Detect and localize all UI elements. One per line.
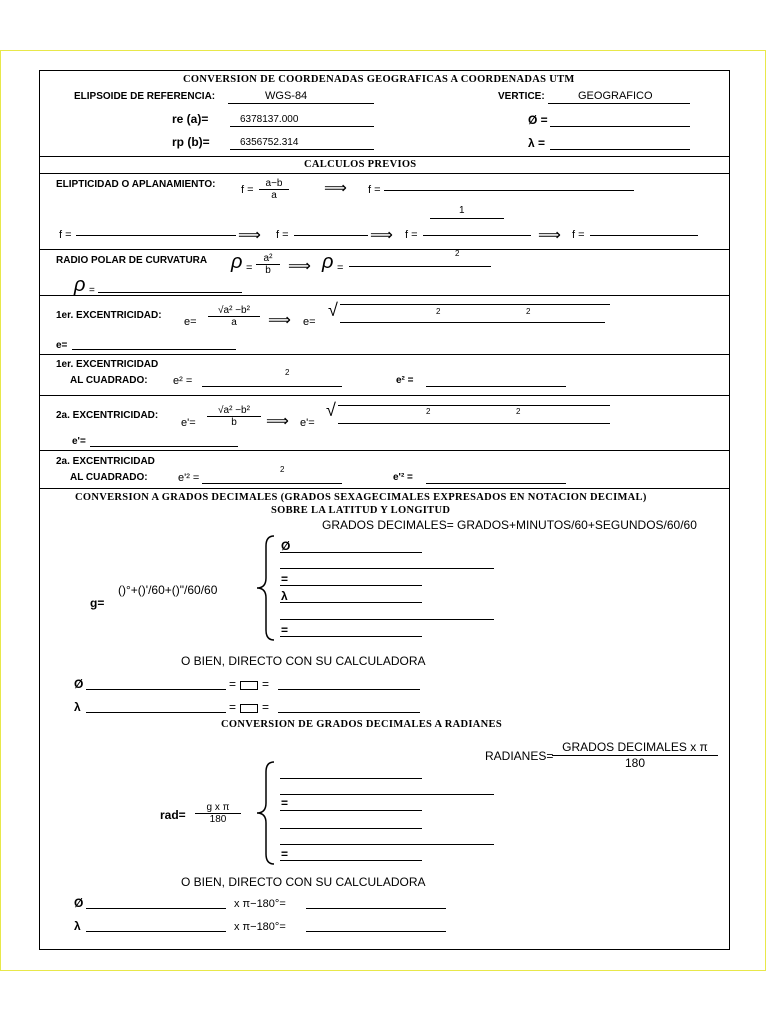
implies-arrow: ⟹ xyxy=(268,312,291,329)
separator xyxy=(39,156,730,157)
rad-lambda-line xyxy=(280,828,422,829)
left-brace-icon xyxy=(254,534,276,642)
f-fraction-den: a xyxy=(271,190,277,201)
g-lambda-line xyxy=(280,619,494,620)
rho-symbol: ρ xyxy=(74,274,86,296)
re-value[interactable]: 6378137.000 xyxy=(240,114,299,125)
square-sup: 2 xyxy=(516,407,521,416)
f-fraction xyxy=(259,178,289,201)
phi-label: Ø = xyxy=(528,113,548,127)
one-line xyxy=(430,218,504,219)
rad-phi-result-line xyxy=(280,810,422,811)
separator xyxy=(39,249,730,250)
separator xyxy=(39,295,730,296)
rho-eq: = xyxy=(337,262,344,274)
exc1-fraction-den: a xyxy=(231,317,237,328)
eq-symbol: = xyxy=(281,796,289,810)
square-sup: 2 xyxy=(285,368,290,377)
exc2-fraction-num: √a² −b² xyxy=(207,405,261,417)
phi-rad-result-line xyxy=(306,908,446,909)
section-title-decimales-1: CONVERSION A GRADOS DECIMALES (GRADOS SEXAGECIMALES EXPRESADOS EN NOTACION DECIMAL) xyxy=(75,492,647,503)
exc2-line xyxy=(338,423,610,424)
vertex-label: VERTICE: xyxy=(498,91,545,102)
exc1-line xyxy=(340,322,605,323)
sqrt-icon: √ xyxy=(328,300,338,320)
g-lambda-line xyxy=(280,602,422,603)
rho-eq: = xyxy=(89,285,95,296)
lambda-calc-result-line xyxy=(278,712,420,713)
square-sup: 2 xyxy=(280,465,285,474)
sqrt-bar xyxy=(338,405,610,406)
phi-symbol: Ø xyxy=(74,896,84,910)
phi-calc-line xyxy=(86,689,226,690)
rho-fraction xyxy=(256,253,280,276)
radianes-fraction xyxy=(552,740,718,771)
f-line xyxy=(590,235,698,236)
f-fraction-num: a−b xyxy=(259,178,289,190)
phi-line xyxy=(550,126,690,127)
ep2-line xyxy=(426,483,566,484)
re-line xyxy=(230,126,374,127)
phi-calc-result-line xyxy=(278,689,420,690)
separator xyxy=(39,450,730,451)
rho-line xyxy=(349,266,491,267)
g-phi-line xyxy=(280,568,494,569)
g-formula: ()°+()'/60+()"/60/60 xyxy=(118,583,218,597)
rho-fraction-num: a² xyxy=(256,253,280,265)
e2-eq: e² = xyxy=(396,375,414,386)
rad-lambda-line xyxy=(280,844,494,845)
exc1sq-label-1: 1er. EXCENTRICIDAD xyxy=(56,359,159,370)
rho-fraction-den: b xyxy=(265,265,271,276)
phi-symbol: Ø xyxy=(281,539,291,553)
rp-value[interactable]: 6356752.314 xyxy=(240,137,299,148)
g-lambda-result-line xyxy=(280,636,422,637)
ep-eq: e'= xyxy=(300,417,315,429)
eq-symbol: = xyxy=(281,572,289,586)
lambda-line xyxy=(550,149,690,150)
section-title-radianes: CONVERSION DE GRADOS DECIMALES A RADIANES xyxy=(221,719,502,730)
rho-symbol: ρ xyxy=(231,251,243,273)
radianes-fraction-num: GRADOS DECIMALES x π xyxy=(552,740,718,756)
vertex-value[interactable]: GEOGRAFICO xyxy=(578,90,653,102)
sqrt-bar xyxy=(340,304,610,305)
rp-label: rp (b)= xyxy=(172,135,210,149)
rad-lambda-result-line xyxy=(280,860,422,861)
f-eq: f = xyxy=(59,229,72,241)
e2-line xyxy=(426,386,566,387)
implies-arrow: ⟹ xyxy=(288,258,311,275)
exc2sq-label-1: 2a. EXCENTRICIDAD xyxy=(56,456,155,467)
lambda-rad-line xyxy=(86,931,226,932)
g-phi-line xyxy=(280,552,422,553)
f-eq: f = xyxy=(572,229,585,241)
g-phi-result-line xyxy=(280,585,422,586)
calculator-key-icon xyxy=(240,681,258,690)
exc2-label: 2a. EXCENTRICIDAD: xyxy=(56,410,159,421)
e2-eq: e² = xyxy=(173,375,193,387)
eq-symbol: = xyxy=(229,677,237,691)
exc2-fraction-den: b xyxy=(231,417,237,428)
g-label: g= xyxy=(90,596,105,610)
exc1-label: 1er. EXCENTRICIDAD: xyxy=(56,310,162,321)
section-title-decimales-2: SOBRE LA LATITUD Y LONGITUD xyxy=(271,505,451,516)
eq-symbol: = xyxy=(262,677,270,691)
square-sup: 2 xyxy=(526,307,531,316)
left-brace-icon xyxy=(254,760,276,866)
f-eq: f = xyxy=(368,184,381,196)
radianes-label: RADIANES= xyxy=(485,749,554,763)
f-line xyxy=(423,235,531,236)
e-eq: e= xyxy=(56,340,68,351)
ep2-line xyxy=(202,483,342,484)
times-pi-formula: x π−180°= xyxy=(234,898,286,910)
implies-arrow: ⟹ xyxy=(538,227,561,244)
square-sup: 2 xyxy=(455,249,460,258)
vertex-line xyxy=(548,103,690,104)
rho-line xyxy=(98,292,242,293)
rp-line xyxy=(230,149,374,150)
ep-eq: e'= xyxy=(72,436,86,447)
sqrt-icon: √ xyxy=(326,400,336,420)
ep2-eq: e'² = xyxy=(393,472,413,483)
e2-line xyxy=(202,386,342,387)
rad-label: rad= xyxy=(160,808,186,822)
ep2-eq: e'² = xyxy=(178,472,200,484)
one-label: 1 xyxy=(459,205,465,216)
lambda-symbol: λ xyxy=(74,919,81,933)
square-sup: 2 xyxy=(426,407,431,416)
radianes-fraction-den: 180 xyxy=(624,756,646,770)
eq-symbol: = xyxy=(229,700,237,714)
phi-symbol: Ø xyxy=(74,677,84,691)
exc2sq-label-2: AL CUADRADO: xyxy=(70,472,148,483)
lambda-rad-result-line xyxy=(306,931,446,932)
rad-fraction-den: 180 xyxy=(209,814,227,825)
rad-fraction-num: g x π xyxy=(195,802,241,814)
lambda-symbol: λ xyxy=(281,589,288,603)
ellipsoid-line xyxy=(228,103,374,104)
exc1-fraction xyxy=(208,305,260,328)
rho-eq: = xyxy=(246,262,253,274)
calculator-key-icon xyxy=(240,704,258,713)
ep-eq: e'= xyxy=(181,417,196,429)
implies-arrow: ⟹ xyxy=(324,180,347,197)
f-line xyxy=(294,235,368,236)
eq-symbol: = xyxy=(262,700,270,714)
exc2-fraction xyxy=(207,405,261,428)
ep-line xyxy=(90,446,238,447)
ellipsoid-value[interactable]: WGS-84 xyxy=(265,90,308,102)
form-title: CONVERSION DE COORDENADAS GEOGRAFICAS A COORDENADAS UTM xyxy=(183,74,575,85)
rad-phi-line xyxy=(280,778,422,779)
ellipsoid-label: ELIPSOIDE DE REFERENCIA: xyxy=(74,91,216,102)
f-line xyxy=(76,235,236,236)
lambda-label: λ = xyxy=(528,136,546,150)
section-title-previos: CALCULOS PREVIOS xyxy=(304,159,417,170)
f-line xyxy=(384,190,634,191)
elipticidad-label: ELIPTICIDAD O APLANAMIENTO: xyxy=(56,179,216,190)
e-eq: e= xyxy=(303,316,316,328)
implies-arrow: ⟹ xyxy=(370,227,393,244)
separator xyxy=(39,173,730,174)
f-eq: f = xyxy=(405,229,418,241)
separator xyxy=(39,488,730,489)
rad-phi-line xyxy=(280,794,494,795)
e-eq: e= xyxy=(184,316,197,328)
radio-label: RADIO POLAR DE CURVATURA xyxy=(56,255,208,266)
re-label: re (a)= xyxy=(172,112,209,126)
exc1-fraction-num: √a² −b² xyxy=(208,305,260,317)
calc-note: O BIEN, DIRECTO CON SU CALCULADORA xyxy=(181,654,426,668)
exc1sq-label-2: AL CUADRADO: xyxy=(70,375,148,386)
lambda-calc-line xyxy=(86,712,226,713)
times-pi-formula: x π−180°= xyxy=(234,921,286,933)
eq-symbol: = xyxy=(281,623,289,637)
square-sup: 2 xyxy=(436,307,441,316)
implies-arrow: ⟹ xyxy=(238,227,261,244)
decimal-formula: GRADOS DECIMALES= GRADOS+MINUTOS/60+SEGUNDOS/60/60 xyxy=(322,518,697,532)
lambda-symbol: λ xyxy=(74,700,81,714)
calc-note: O BIEN, DIRECTO CON SU CALCULADORA xyxy=(181,875,426,889)
phi-rad-line xyxy=(86,908,226,909)
rho-symbol: ρ xyxy=(322,251,334,273)
separator xyxy=(39,354,730,355)
f-eq: f = xyxy=(241,184,254,196)
f-eq: f = xyxy=(276,229,289,241)
e-line xyxy=(72,349,236,350)
rad-fraction xyxy=(195,802,241,825)
implies-arrow: ⟹ xyxy=(266,413,289,430)
separator xyxy=(39,395,730,396)
eq-symbol: = xyxy=(281,847,289,861)
